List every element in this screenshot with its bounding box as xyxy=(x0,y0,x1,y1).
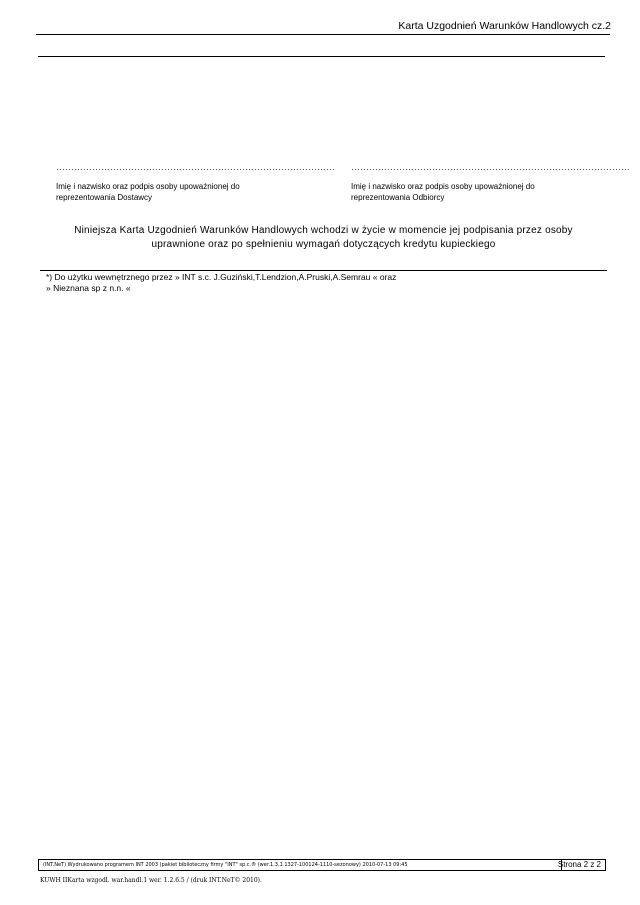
signature-label-supplier: Imię i nazwisko oraz podpis osoby upoważnionej do reprezentowania Dostawcy xyxy=(56,182,240,202)
footnote-line1: *) Do użytku wewnętrznego przez » INT s.c. J.Guziński,T.Lendzion,A.Pruski,A.Semrau « oraz xyxy=(46,272,397,282)
footnote-line2: » Nieznana sp z n.n. « xyxy=(46,283,131,293)
footnote xyxy=(46,272,396,294)
top-rule xyxy=(38,56,605,57)
footer-document-id: KUWH IIKarta wzgodl. war.handl.1 wer. 1.2.6.5 / (druk INT.NeT© 2010). xyxy=(40,877,262,884)
header-rule xyxy=(36,34,610,35)
signature-block-supplier xyxy=(56,162,335,203)
validity-notice-line1: Niniejsza Karta Uzgodnień Warunków Handlowych wchodzi w życie w momencie jej podpisania przez osoby xyxy=(74,225,573,236)
footnote-rule xyxy=(40,270,607,271)
footer-page-number: Strona 2 z 2 xyxy=(557,860,601,869)
signature-label-recipient: Imię i nazwisko oraz podpis osoby upoważnionej do reprezentowania Odbiorcy xyxy=(351,182,535,202)
page-header-title: Karta Uzgodnień Warunków Handlowych cz.2 xyxy=(398,20,611,32)
signature-line-recipient: ………………………………………………………………………………… xyxy=(351,162,630,172)
signature-line-supplier: ………………………………………………………………………………… xyxy=(56,162,335,172)
validity-notice xyxy=(40,224,607,252)
signature-block-recipient xyxy=(351,162,630,203)
page-footer xyxy=(38,859,606,871)
footer-program-info: (INT.NeT) Wydrukowano programem INT 2003 (pakiet biblioteczny firmy "INT" sp.c.® (wer.1.3.1.1327-100124-1110-sezonowy) 2010-07-13 09:45 xyxy=(43,862,408,868)
validity-notice-line2: uprawnione oraz po spełnieniu wymagań dotyczących kredytu kupieckiego xyxy=(151,239,496,250)
